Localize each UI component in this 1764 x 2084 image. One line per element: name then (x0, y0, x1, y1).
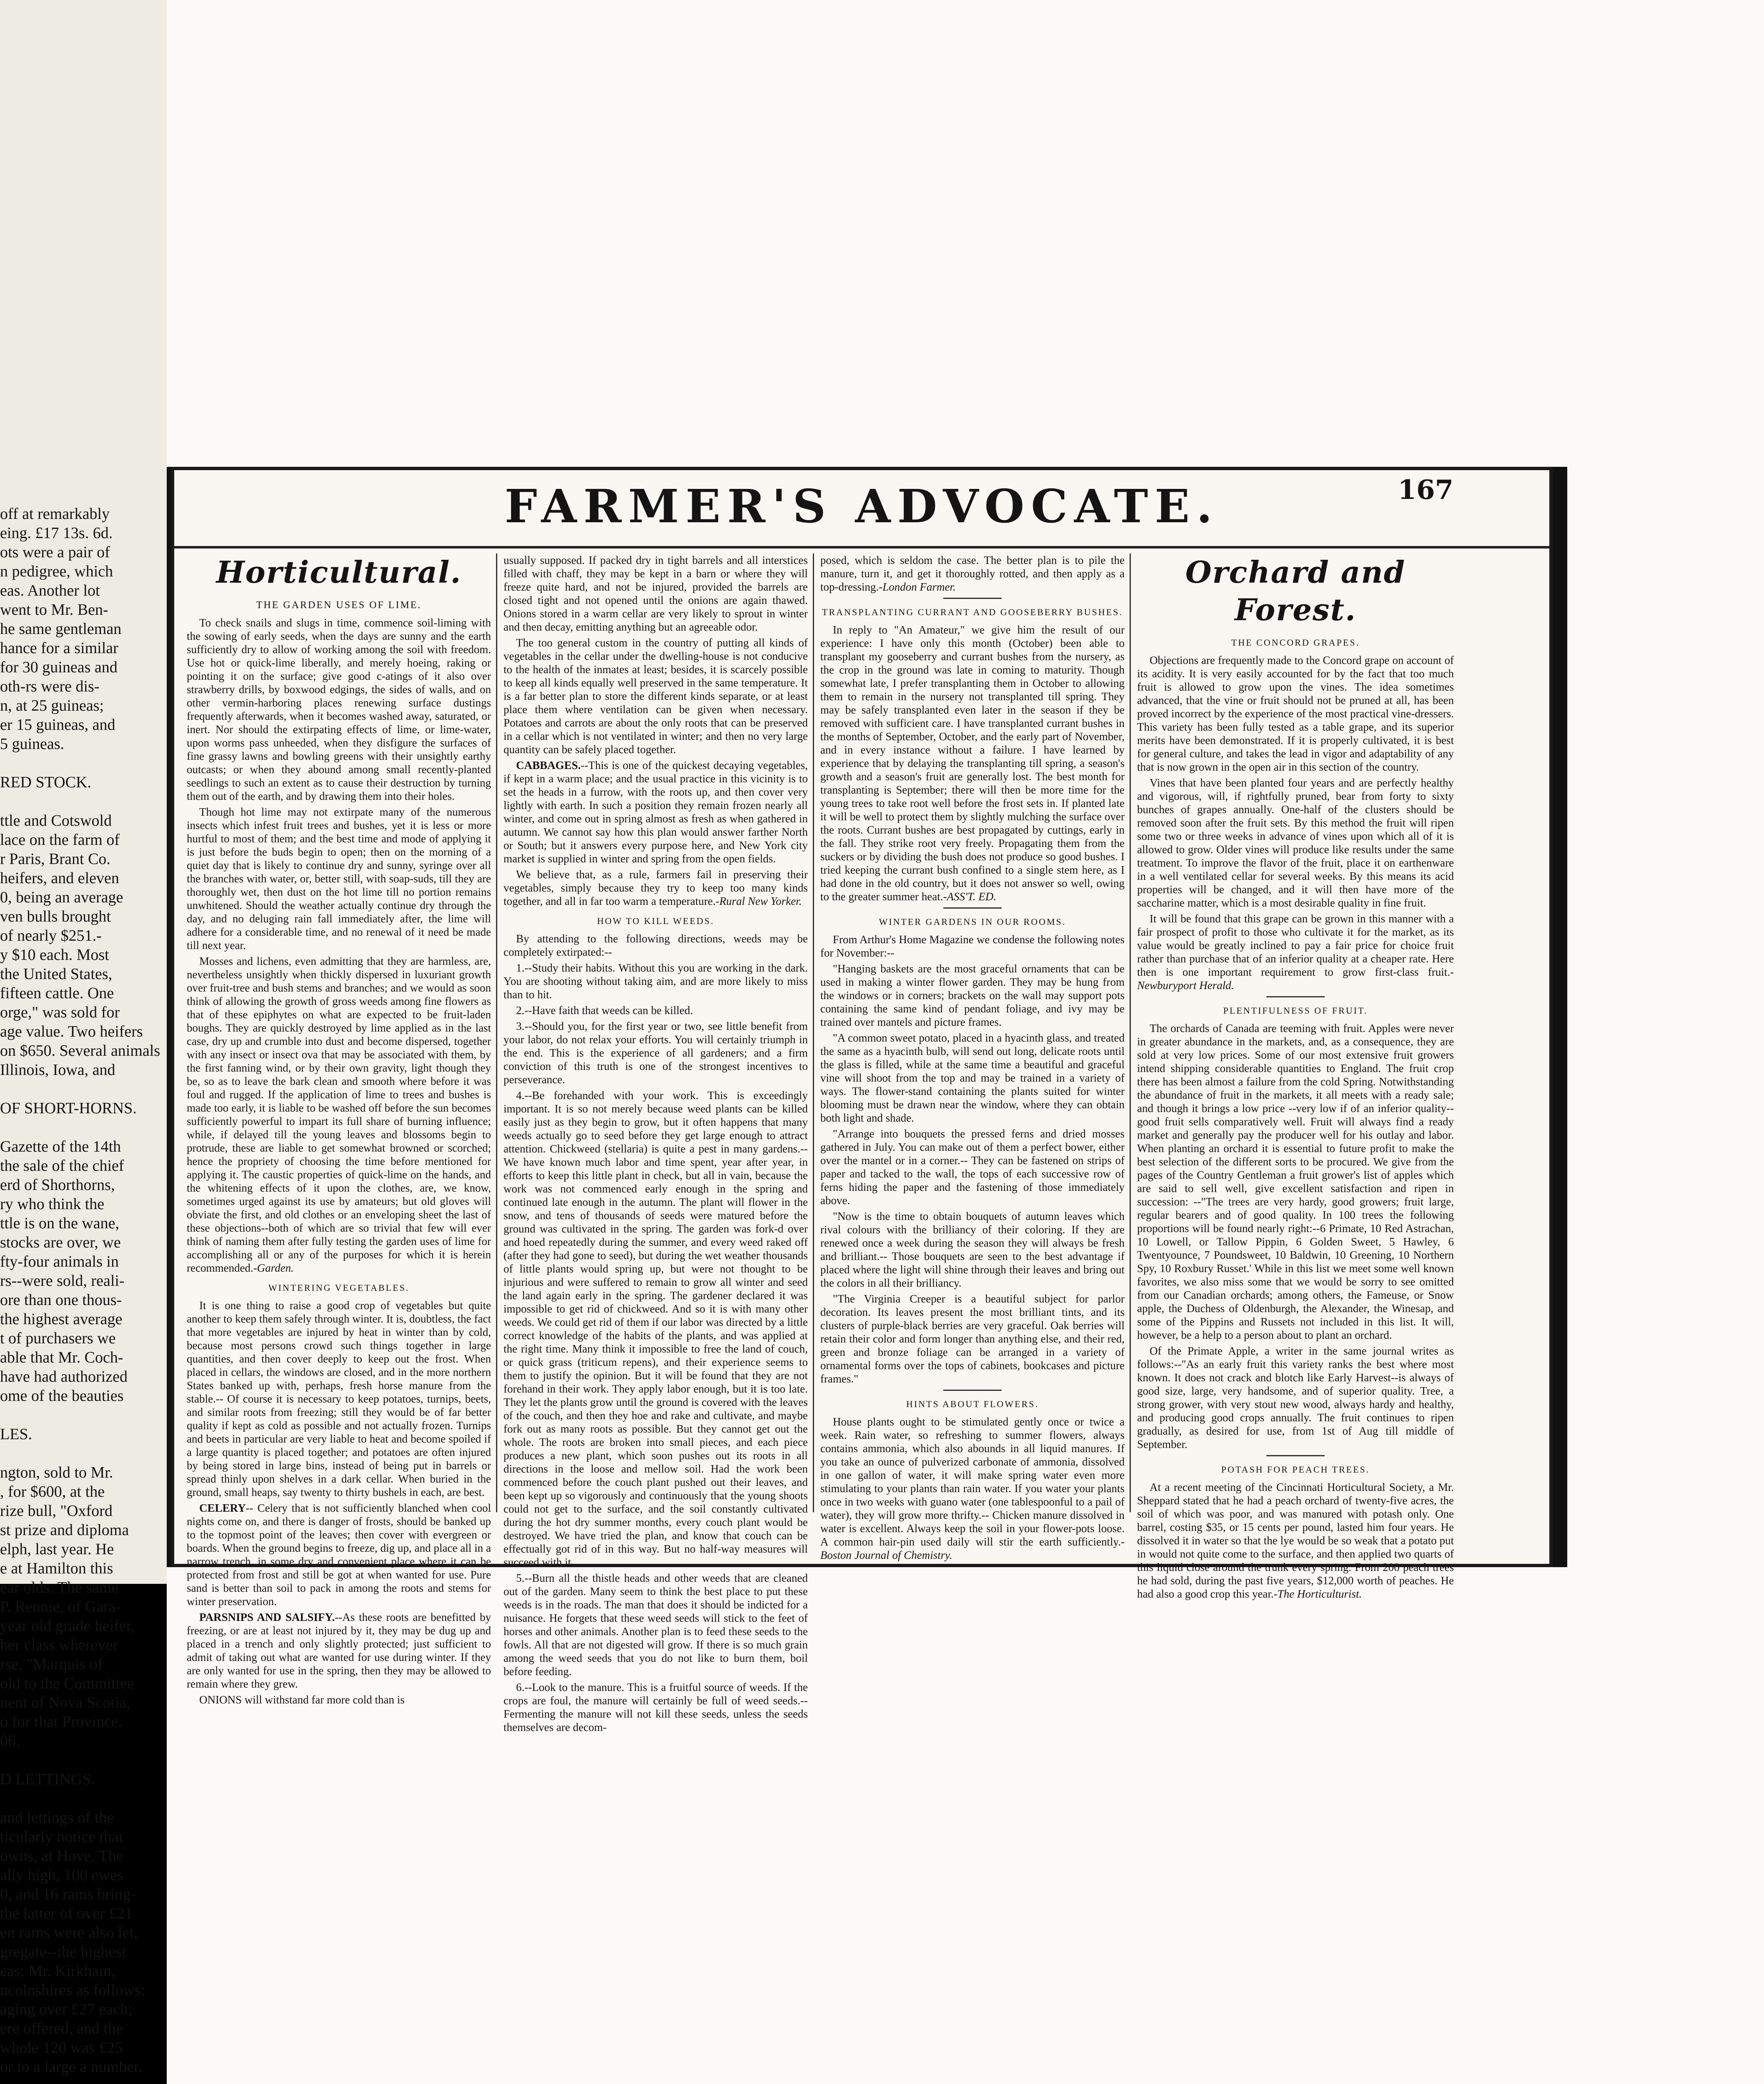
paragraph-text: It will be found that this grape can be grown in this manner with a fair prospect of profit to those who cultivate it for the market, as its value would be greatly inclined to pay a fair price for choice fruit rather than purchase that of an inferior quality at a cheaper rate. Here then is one important requirement to grow first-class fruit. (1137, 912, 1454, 978)
facing-page-line (0, 2076, 163, 2084)
paragraph: ONIONS will withstand far more cold than is (199, 1693, 405, 1706)
facing-page-line: e at Hamilton this (0, 1560, 113, 1577)
facing-page-line: or to a large a number. (0, 2058, 143, 2076)
facing-page-line: ere offered, and the (0, 2020, 123, 2037)
source-credit: -The Horticulturist. (1273, 1588, 1362, 1600)
paragraph-text: Mosses and lichens, even admitting that they are harmless, are, nevertheless unsightly when thickly dispersed in luxuriant growth over fruit-tree and bush stems and branches; and we would as soon think of allowing the growth of gross weeds among fine flowers as that of these epiphytes on what are expected to be fruit-laden boughs. They are quickly destroyed by lime applied as in the last case, dry up and crumble into dust and become dispersed, together with any insect or insect ova that may be associated with them, by the first fanning wind, or by their own gravity, light though they be, so as to leave the bark clean and smooth where before it was foul and rugged. If the application of lime to trees and bushes is made too early, it is liable to be washed off before the sun becomes sufficiently powerful to impart its full share of burning influence; while, if delayed till the young leaves and blossoms begin to protrude, these are liable to get somewhat browned or scorched; hence the propriety of choosing the time before mentioned for applying it. The caustic properties of quick-lime on the hands, and the whitening effects of it upon the clothes, are, we know, sometimes urged against its use by amateurs; but old gloves will obviate the first, and old clothes or an enveloping sheet the last of these objections--both of which are so trivial that few will ever think of naming them after fully testing the garden uses of lime for accomplishing all or any of the purposes for which it is herein recommended. (187, 955, 491, 1274)
facing-page-line: gregate--the highest (0, 1943, 126, 1961)
facing-page-line: on $650. Several animals (0, 1042, 160, 1060)
paragraph: 5.--Burn all the thistle heads and other weeds that are cleaned out of the garden. Many seem to think the best place to put these weeds is in the roads. The man that does it should be indicted for a nuisance. He forgets that these weed seeds will stick to the feet of horses and other animals. Another plan is to feed these seeds to the fowls. All that are not digested will grow. If there is so much grain among the weed seeds that you do not like to burn them, boil before feeding. (504, 1572, 808, 1678)
facing-page-line: D LETTINGS. (0, 1771, 95, 1788)
facing-page-line: the latter of over £21 (0, 1905, 133, 1922)
source-credit: -Boston Journal of Chemistry. (820, 1535, 1125, 1561)
article-heading: HINTS ABOUT FLOWERS. (906, 1399, 1039, 1409)
paragraph: Vines that have been planted four years and are perfectly healthy and vigorous, will, if rightfully pruned, bear from forty to sixty bunches of grapes annually. One-half of the clusters should be removed soon after the fruit sets. By this method the fruit will ripen some two or three weeks in advance of vines upon which all of it is allowed to grow. Older vines will produce like results under the same treatment. To improve the flavor of the fruit, place it on earthenware in a well ventilated cellar for several weeks. By this means its acid properties will be changed, and it will then have more of the saccharine matter, which is a most desirable quality in fine fruit. (1137, 776, 1454, 909)
source-credit: -London Farmer. (879, 581, 956, 593)
facing-page-line: ven bulls brought (0, 908, 111, 925)
facing-page-line: have had authorized (0, 1368, 128, 1385)
facing-page-line: OF SHORT-HORNS. (0, 1100, 137, 1117)
facing-page-fragment (0, 0, 167, 2076)
paragraph-text: We believe that, as a rule, farmers fail in preserving their vegetables, simply because they try to keep too many kinds together, and all in far too warm a temperature. (504, 868, 808, 907)
paragraph: 1.--Study their habits. Without this you are working in the dark. You are shooting without taking aim, and are more likely to miss than to hit. (504, 962, 808, 1001)
paragraph-text: House plants ought to be stimulated gently once or twice a week. Rain water, so refreshing to summer flowers, always contains ammonia, which also abounds in all liquid manures. If you take an ounce of pulverized carbonate of ammonia, dissolved in one gallon of water, it will make spring water even more stimulating to your plants than rain water. If you water your plants once in two weeks with guano water (one tablespoonful to a pail of water), they will grow more thrifty.-- Chicken manure dissolved in water is excellent. Always keep the soil in your flower-pots loose. A common hair-pin used daily will stir the earth sufficiently. (820, 1415, 1125, 1548)
masthead: FARMER'S ADVOCATE. (504, 479, 1219, 533)
facing-page-line: Illinois, Iowa, and (0, 1061, 115, 1079)
facing-page-line: eing. £17 13s. 6d. (0, 524, 113, 542)
facing-page-line: RED STOCK. (0, 774, 91, 791)
paragraph: 4.--Be forehanded with your work. This is exceedingly important. It is so not merely because weed plants can be killed easily just as they begin to grow, but it often happens that many weeds actually go to seed before they get large enough to attract attention. Chickweed (stellaria) is quite a pest in many gardens.-- We have known much labor and time spent, year after year, in efforts to keep this little plant in check, but all in vain, because the work was not commenced early enough in the spring and continued late enough in the autumn. The plant will flower in the snow, and tens of thousands of seeds were matured before the ground was cultivated in the spring. The garden was fork-d over and hoed repeatedly during the summer, and every weed raked off (after they had gone to seed), but during the wet weather thousands of little plants would spring up, but were not thought to be injurious and were suffered to remain to grow all winter and seed the land again early in the spring. The gardener declared it was impossible to get rid of chickweed. And so it is with many other weeds. We could get rid of them if our labor was directed by a little correct knowledge of the habits of the plants, and was applied at the right time. Many think it impossible to free the land of couch, or quick grass (triticum repens), and their experience seems to them to justify the opinion. But it will be found that they are not forehand in their work. They apply labor enough, but it is too late. They let the plants grow until the ground is covered with the leaves of the couch, and then they hoe and rake and cultivate, and maybe fork out as many roots as possible. But they cannot get out the whole. The roots are broken into small pieces, and each piece produces a new plant, which soon pushes out its roots in all directions in the loose and mellow soil. Had the work been commenced before the couch plant pushed out their leaves, and been kept up so vigorously and continuously that the young shoots could not get to the surface, and the soil constantly cultivated during the hot dry summer months, every couch plant would be destroyed. We have tried the plan, and know that couch can be effectually got rid of in this way. But no half-way measures will succeed with it. (504, 1089, 808, 1568)
facing-page-line: for 30 guineas and (0, 659, 118, 676)
frame-right-edge (1551, 467, 1567, 1567)
facing-page-line (0, 1118, 163, 1137)
paragraph: "Hanging baskets are the most graceful ornaments that can be used in making a winter flower garden. They may be hung from the windows or in corners; brackets on the wall may support pots containing the same kind of pendant foliage, and ivy may be trained over mantels and picture frames. (820, 962, 1125, 1028)
facing-page-line: ngton, sold to Mr. (0, 1464, 113, 1481)
facing-page-line: ome of the beauties (0, 1387, 124, 1405)
facing-page-line: whole 120 was £25 (0, 2039, 123, 2056)
paragraph: By attending to the following directions, weeds may be completely extirpated:-- (504, 932, 808, 958)
article-heading: WINTER GARDENS IN OUR ROOMS. (879, 917, 1066, 927)
facing-page-line: eas: Mr. Kirkham, (0, 1962, 115, 1980)
paragraph-text: posed, which is seldom the case. The better plan is to pile the manure, turn it, and get it thoroughly rotted, and then apply as a top-dressing. (820, 554, 1125, 593)
facing-page-line: and lettings of the (0, 1809, 114, 1826)
paragraph: To check snails and slugs in time, commence soil-liming with the sowing of early seeds, when the days are sunny and the earth sufficiently dry to allow of working among the soil with freedom. Use hot or quick-lime liberally, and merely hoeing, raking or pointing it on the surface; give good c-atings of it also over strawberry drills, by boxwood edgings, the sides of walls, and on other vermin-harboring places renewing surface dustings frequently afterwards, when it becomes washed away, saturated, or inert. Nor should the extirpating effects of lime, or lime-water, upon worms pass unheeded, when they disfigure the surfaces of fine grassy lawns and bowling greens with their unsightly earthy outcasts; or when they abound among small recently-planted seedlings to such an extent as to cause their destruction by turning them out of the earth, and by drawing them into their holes. (187, 616, 491, 802)
facing-page-line: ear olds. The same (0, 1579, 119, 1596)
paragraph: 3.--Should you, for the first year or two, see little benefit from your labor, do not relax your efforts. You will certainly triumph in the end. This is the experience of all gardeners; and a firm conviction of this truth is one of the strongest incentives to perseverance. (504, 1020, 808, 1086)
column-1 (187, 554, 491, 1706)
paragraph: 6.--Look to the manure. This is a fruitful source of weeds. If the crops are foul, the manure will certainly be full of weed seeds.-- Fermenting the manure will not kill these seeds, unless the seeds themselves are decom- (504, 1681, 808, 1733)
facing-page-line: ttle and Cotswold (0, 812, 112, 829)
facing-page-line: able that Mr. Coch- (0, 1349, 123, 1366)
facing-page-line: er 15 guineas, and (0, 716, 115, 734)
paragraph (1137, 1480, 1454, 1601)
header-rule (174, 546, 1549, 549)
facing-page-line: year old grade heifer, (0, 1617, 135, 1635)
article-heading: POTASH FOR PEACH TREES. (1221, 1464, 1370, 1475)
facing-page-line: nent of Nova Scotia, (0, 1694, 130, 1711)
facing-page-line: rs--were sold, reali- (0, 1272, 125, 1290)
facing-page-line (0, 1789, 163, 1808)
facing-page-line: y $10 each. Most (0, 946, 109, 964)
article-heading: HOW TO KILL WEEDS. (597, 916, 714, 926)
column-rule (813, 554, 814, 1512)
facing-page-line: 06. (0, 1732, 20, 1750)
facing-page-line: 5 guineas. (0, 735, 65, 753)
facing-page-line: lace on the farm of (0, 831, 120, 849)
facing-page-line: fty-four animals in (0, 1253, 119, 1270)
column-2 (504, 554, 808, 1733)
facing-page-line (0, 1444, 163, 1463)
paragraph: Of the Primate Apple, a writer in the same journal writes as follows:--"As an early fruit this variety ranks the best where most known. It does not crack and blotch like Early Harvest--is always of good size, large, very handsome, and of superior quality. Tree, a strong grower, with very stout new wood, always hardy and healthy, and producing good crops annually. The fruit continues to ripen gradually, as desired for use, from 1st of Aug till middle of September. (1137, 1345, 1454, 1450)
section-divider (1266, 1455, 1325, 1456)
facing-page-line: rize bull, "Oxford (0, 1502, 113, 1520)
paragraph-text: --As these roots are benefitted by freezing, or are at least not injured by it, they may be dug up and placed in a trench and only slightly protected; just sufficient to admit of taking out what are wanted for use during winter. If they are only wanted for use in the spring, then they may be allowed to remain where they grew. (187, 1611, 491, 1690)
facing-page-line (0, 1080, 163, 1099)
facing-page-line (0, 754, 163, 773)
source-credit: -Rural New Yorker. (715, 895, 802, 907)
column-rule (1130, 554, 1131, 1512)
paragraph: 2.--Have faith that weeds can be killed. (516, 1004, 693, 1017)
facing-page-line (0, 792, 163, 811)
paragraph: It is one thing to raise a good crop of vegetables but quite another to keep them safely through winter. It is, doubtless, the fact that more vegetables are injured by heat in winter than by cold, because most persons crowd such things together in large quantities, and then cover deeply to keep out the frost. When placed in cellars, the windows are closed, and in the more northern States banked up with, perhaps, fresh horse manure from the stable.-- Of course it is necessary to keep potatoes, turnips, beets, and similar roots from freezing; still they would be of far better quality if kept as cold as possible and not actually frozen. Turnips and beets in particular are very liable to heat and become spoiled if a large quantity is placed together; and potatoes are often injured by being stored in large bins, instead of being put in barrels or spread thinly upon shelves in a dark cellar. When buried in the ground, small heaps, say twenty to thirty bushels in each, are best. (187, 1299, 491, 1498)
section-divider (943, 598, 1002, 599)
paragraph (187, 1501, 491, 1608)
section-divider (943, 907, 1002, 909)
facing-page-line: of nearly $251.- (0, 927, 102, 944)
run-in-heading: PARSNIPS AND SALSIFY. (199, 1611, 335, 1623)
facing-page-line: ally high, 100 ewes (0, 1866, 123, 1884)
facing-page-line: elph, last year. He (0, 1540, 114, 1558)
facing-page-line: old to the Committee (0, 1675, 134, 1692)
paragraph-text: -- Celery that is not sufficiently blanched when cool nights come on, and there is danger of frosts, should be banked up to the topmost point of the leaves; then cover with evergreen or boards. When the ground begins to freeze, dig up, and place all in a narrow trench, in some dry and convenient place where it can be protected from frost and still be got at when wanted for use. Pure sand is better than soil to pack in among the roots and stems for winter preservation. (187, 1502, 491, 1608)
facing-page-line: aging over £27 each; (0, 2001, 133, 2018)
section-divider (943, 1390, 1002, 1391)
paragraph (187, 954, 491, 1275)
facing-page-line: ots were a pair of (0, 544, 110, 561)
article-heading: PLENTIFULNESS OF FRUIT. (1223, 1005, 1368, 1016)
paragraph (820, 554, 1125, 594)
facing-page-line: heifers, and eleven (0, 869, 119, 887)
facing-page-line: , for $600, at the (0, 1483, 105, 1500)
department-heading-horticultural: Horticultural. (216, 554, 462, 590)
paragraph (820, 1415, 1125, 1562)
facing-page-line: en rams were also let, (0, 1924, 138, 1941)
facing-page-line: her class wherever (0, 1636, 118, 1654)
paragraph (504, 868, 808, 908)
facing-page-line: ncolnshires as follows: (0, 1981, 145, 1999)
paragraph-text: --This is one of the quickest decaying vegetables, if kept in a warm place; and the usual practice in this vicinity is to set the heads in a furrow, with the roots up, and then cover very lightly with earth. In such a position they remain frozen nearly all winter, and come out in spring almost as fresh as when gathered in autumn. We cannot say how this plan would answer farther North or South; but it answers every purpose here, and New York city market is supplied in winter and spring from the open fields. (504, 759, 808, 865)
source-credit: -Garden. (253, 1262, 294, 1274)
paragraph: From Arthur's Home Magazine we condense the following notes for November:-- (820, 933, 1125, 959)
facing-page-line: rse, "Marquis of (0, 1656, 103, 1673)
column-rule (496, 554, 497, 1512)
facing-page-line: 0, and 16 rams bring- (0, 1886, 136, 1903)
paragraph (1137, 912, 1454, 992)
facing-page-line: 0, being an average (0, 889, 123, 906)
article-heading: THE CONCORD GRAPES. (1231, 637, 1360, 648)
column-4 (1137, 554, 1454, 1600)
facing-page-line: orge," was sold for (0, 1004, 120, 1021)
facing-page-line: hance for a similar (0, 639, 118, 657)
paragraph: Objections are frequently made to the Concord grape on account of its acidity. It is very easily accounted for by the fact that too much fruit is allowed to grow upon the vines. The idea sometimes advanced, that the vine or fruit should not be pruned at all, has been proved incorrect by the experience of the most practical vine-dressers. This variety has been fully tested as a table grape, and its superior merits have been demonstrated. If it is properly cultivated, it is best for general culture, and takes the lead in vigor and adaptability of any that is now grown in the open air in this section of the country. (1137, 654, 1454, 773)
facing-page-line: eas. Another lot (0, 582, 100, 599)
facing-page-line: erd of Shorthorns, (0, 1176, 115, 1194)
paragraph (820, 623, 1125, 903)
paragraph: "Arrange into bouquets the pressed ferns and dried mosses gathered in July. You can make out of them a perfect bower, either over the mantel or in a corner.-- They can be fastened on strips of paper and tacked to the wall, the tops of each successive row of ferns hiding the paper and the fastening of those immediately above. (820, 1127, 1125, 1207)
paragraph-text: At a recent meeting of the Cincinnati Horticultural Society, a Mr. Sheppard stated that he had a peach orchard of twenty-five acres, the soil of which was poor, and was manured with potash only. One barrel, costing $35, or 15 cents per pound, lasted him four years. He dissolved it in water so that the lye would be so weak that a potato put in would not quite come to the surface, and then applied two quarts of this liquid close around the trunk every spring. From 200 peach trees he had sold, during the past five years, $12,000 worth of peaches. He had also a good crop this year. (1137, 1481, 1454, 1600)
paragraph: "Now is the time to obtain bouquets of autumn leaves which rival colours with the brilliancy of their coloring. If they are renewed once a week during the season they will always be fresh and brilliant.-- Those bouquets are seen to the best advantage if placed where the light will shine through their leaves and bring out the colors in all their brilliancy. (820, 1210, 1125, 1289)
facing-page-line: ttle is on the wane, (0, 1215, 119, 1232)
facing-page-line: fifteen cattle. One (0, 984, 114, 1002)
facing-page-line: LES. (0, 1425, 33, 1443)
facing-page-line: P. Rennie, of Gara- (0, 1598, 121, 1616)
paragraph: Though hot lime may not extirpate many of the numerous insects which infest fruit trees and bushes, yet it is less or more hurtful to most of them; and the best time and mode of applying it is just before the buds begin to open; then on the morning of a quiet day that is likely to continue dry and sunny, syringe over all the branches with water, or, better still, with soap-suds, till they are thoroughly wet, then dust on the hot lime till no portion remains unwhitened. Should the weather actually continue dry through the day, and no deluging rain fall immediately after, the lime will adhere for a considerable time, and no renewal of it need be made till next year. (187, 806, 491, 952)
column-3 (820, 554, 1125, 1561)
paragraph: "A common sweet potato, placed in a hyacinth glass, and treated the same as a hyacinth bulb, will send out long, delicate roots until the glass is filled, while at the same time a beautiful and graceful vine will shoot from the top and may be trained in a variety of ways. The flower-stand containing the plants suited for winter blooming must be drawn near the window, where they can obtain both light and shade. (820, 1032, 1125, 1124)
paragraph (187, 1611, 491, 1691)
facing-page-line: ticularly notice that (0, 1828, 123, 1846)
facing-page-line: off at remarkably (0, 505, 110, 523)
facing-page-column (0, 504, 163, 2084)
facing-page-line: he same gentleman (0, 620, 122, 638)
facing-page-line: the sale of the chief (0, 1157, 124, 1175)
facing-page-line: the United States, (0, 965, 113, 983)
facing-page-line: ry who think the (0, 1195, 105, 1213)
facing-page-line: t of purchasers we (0, 1330, 116, 1347)
facing-page-line: n, at 25 guineas; (0, 697, 104, 714)
facing-page-line (0, 1405, 163, 1425)
facing-page-line: owns, at Hove. The (0, 1847, 123, 1865)
paragraph: The orchards of Canada are teeming with fruit. Apples were never in greater abundance in the markets, and, as a consequence, they are sold at very low prices. Some of our most extensive fruit growers intend shipping considerable quantities to England. The fruit crop there has been almost a failure from the cold Spring. Notwithstanding the abundance of fruit in the markets, it all meets with a ready sale; and though it brings a low price --very low if of an inferior quality--good fruit sells comparatively well. Fruit will always find a ready market and generally pay the producer well for his outlay and labor. When planting an orchard it is essential to future profit to make the best selection of the different sorts to be procured. We give from the pages of the Country Gentleman a fruit grower's list of apples which are said to sell well, give excellent satisfaction and ripen in succession: --"The trees are very hardy, good growers; fruit large, regular bearers and of good quality. In 100 trees the following proportions will be found nearly right:--6 Primate, 10 Red Astrachan, 10 Lowell, or Tallow Pippin, 6 Golden Sweet, 5 Hawley, 6 Twentyounce, 7 Poundsweet, 10 Baldwin, 10 Greening, 10 Northern Spy, 10 Roxbury Russet.' While in this list we meet some well known favorites, we also miss some that we would be sorry to see omitted from our Canadian orchards; among others, the Fameuse, or Snow apple, the Duchess of Oldenburgh, the Alexander, the Winesap, and some of the Pippins and Russets not included in this list. It will, however, be a help to a person about to plant an orchard. (1137, 1022, 1454, 1341)
facing-page-line: ore than one thous- (0, 1291, 122, 1309)
source-credit: -Newburyport Herald. (1137, 966, 1454, 992)
department-heading-orchard-forest: Orchard and Forest. (1185, 554, 1406, 627)
paragraph: The too general custom in the country of putting all kinds of vegetables in the cellar under the dwelling-house is not conducive to the health of the inmates at least; besides, it is scarcely possible to keep all kinds equally well preserved in the same temperature. It is a far better plan to store the different kinds separate, or at least place them where ventilation can be given when necessary. Potatoes and carrots are about the only roots that can be preserved in a cellar which is not ventilated in winter; and then no very large quantity can be safely placed together. (504, 636, 808, 756)
facing-page-line: oth-rs were dis- (0, 678, 100, 695)
newspaper-page (171, 467, 1553, 1733)
facing-page-line: the highest average (0, 1310, 123, 1328)
paragraph-text: In reply to "An Amateur," we give him the result of our experience: I have only this month (October) been able to transplant my gooseberry and currant bushes from the nursery, as the crop in the ground was late in coming to maturity. Though somewhat late, I prefer transplanting them in October to allowing them to remain in the nursery not transplanted till spring. They may be safely transplanted even later in the season if they be removed with sufficient care. I have transplanted currant bushes in the months of September, October, and the early part of November, and in every instance without a failure. I have learned by experience that by delaying the transplanting till spring, a season's growth and a season's fruit are generally lost. The best month for transplanting is September; there will then be more time for the young trees to take root well before the frost sets in. If planted late it will be well to protect them by slightly mulching the surface over the roots. Currant bushes are best propagated by cuttings, early in the fall. They strike root very freely. Propagating them from the suckers or by dividing the bush does not produce so good bushes. I tried keeping the currant bush confined to a single stem here, as I had done in the old country, but it does not answer so well, owing to the greater summer heat. (820, 624, 1125, 903)
facing-page-line: r Paris, Brant Co. (0, 850, 110, 868)
facing-page-line: Gazette of the 14th (0, 1138, 121, 1155)
facing-page-line: went to Mr. Ben- (0, 601, 108, 619)
facing-page-line: st prize and diploma (0, 1521, 129, 1539)
facing-page-line: age value. Two heifers (0, 1023, 143, 1040)
article-heading: THE GARDEN USES OF LIME. (256, 600, 422, 611)
facing-page-line: stocks are over, we (0, 1234, 121, 1251)
paragraph (504, 759, 808, 865)
run-in-heading: CABBAGES. (516, 759, 581, 771)
facing-page-line: n pedigree, which (0, 563, 113, 580)
paragraph: usually supposed. If packed dry in tight barrels and all interstices filled with chaff, they may be kept in a barn or where they will freeze quite hard, and not be injured, provided the barrels are closed tight and not opened until the onions are again thawed. Onions stored in a warm cellar are very likely to sprout in winter and then decay, emitting anything but an agreeable odor. (504, 554, 808, 633)
facing-page-line (0, 1751, 163, 1770)
source-credit: -ASS'T. ED. (943, 890, 997, 903)
page-number: 167 (1398, 474, 1453, 506)
facing-page-line: o for that Province. (0, 1713, 123, 1731)
run-in-heading: CELERY (199, 1502, 246, 1514)
section-divider (1266, 996, 1325, 997)
article-heading: TRANSPLANTING CURRANT AND GOOSEBERRY BUSHES. (822, 607, 1123, 617)
article-heading: WINTERING VEGETABLES. (268, 1282, 410, 1293)
paragraph: "The Virginia Creeper is a beautiful subject for parlor decoration. Its leaves present the most brilliant tints, and its clusters of purple-black berries are very graceful. Oak berries will retain their color and form longer than anything else, and their red, green and bronze foliage can be arranged in a variety of ornamental forms over the tops of cabinets, bookcases and picture frames." (820, 1292, 1125, 1385)
